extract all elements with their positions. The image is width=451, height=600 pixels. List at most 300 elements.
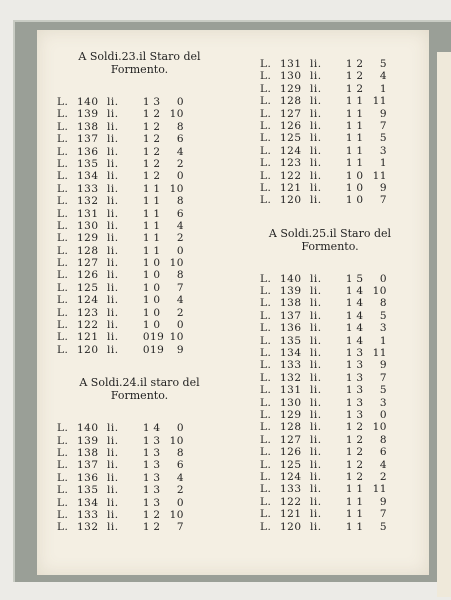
row-lire-value: 1 xyxy=(345,297,353,310)
row-lire: 130 xyxy=(280,70,302,83)
row-soldi-value: 1 xyxy=(356,483,364,496)
row-marker: L. xyxy=(260,396,272,409)
row-lire: 130 xyxy=(280,396,302,409)
row-soldi-value: 3 xyxy=(153,434,161,447)
row-lire-value: 1 xyxy=(345,359,353,372)
table-row xyxy=(260,421,400,433)
row-marker: L. xyxy=(260,181,272,194)
row-marker: L. xyxy=(57,422,69,435)
row-soldi-value: 1 xyxy=(356,107,364,120)
row-marker: L. xyxy=(57,207,69,220)
row-lire-value: 1 xyxy=(345,495,353,508)
row-soldi-value: 0 xyxy=(153,306,161,319)
left-column xyxy=(57,50,222,534)
table-row xyxy=(260,434,400,446)
table-row xyxy=(57,319,222,331)
table-row xyxy=(260,310,400,322)
row-marker: L. xyxy=(57,446,69,459)
row-lire: 127 xyxy=(280,107,302,120)
row-soldi-value: 5 xyxy=(356,272,364,285)
row-denari-value: 8 xyxy=(176,269,184,282)
row-lire: 123 xyxy=(280,157,302,170)
row-marker: L. xyxy=(260,58,272,70)
row-soldi-value: 0 xyxy=(356,181,364,194)
row-lire-value: 1 xyxy=(142,157,150,170)
table-row xyxy=(57,133,222,145)
row-li-label: li. xyxy=(310,107,322,120)
row-denari-value: 8 xyxy=(176,446,184,459)
row-soldi-value: 2 xyxy=(153,521,161,534)
row-lire-value: 1 xyxy=(345,322,353,335)
row-li-label: li. xyxy=(107,207,119,220)
row-soldi-value: 1 xyxy=(153,182,161,195)
row-lire-value: 1 xyxy=(142,257,150,270)
table-row xyxy=(260,297,400,309)
row-marker: L. xyxy=(57,133,69,146)
row-li-label: li. xyxy=(107,434,119,447)
table-row xyxy=(260,273,400,285)
row-soldi-value: 1 xyxy=(356,520,364,533)
row-soldi-value: 2 xyxy=(153,108,161,121)
row-lire-value: 1 xyxy=(345,508,353,521)
row-li-label: li. xyxy=(107,331,119,344)
table-row xyxy=(57,307,222,319)
row-lire-value: 1 xyxy=(142,319,150,332)
row-lire: 135 xyxy=(280,334,302,347)
row-marker: L. xyxy=(57,195,69,208)
row-soldi-value: 3 xyxy=(153,471,161,484)
table-row xyxy=(260,384,400,396)
row-lire: 138 xyxy=(77,120,99,133)
row-li-label: li. xyxy=(107,232,119,245)
row-denari-value: 8 xyxy=(176,195,184,208)
row-li-label: li. xyxy=(107,459,119,472)
row-lire: 125 xyxy=(77,281,99,294)
row-lire: 120 xyxy=(77,343,99,356)
row-denari-value: 4 xyxy=(176,294,184,307)
row-marker: L. xyxy=(57,182,69,195)
row-marker: L. xyxy=(260,272,272,285)
row-lire: 126 xyxy=(280,446,302,459)
row-lire: 125 xyxy=(280,458,302,471)
row-marker: L. xyxy=(260,144,272,157)
row-lire: 133 xyxy=(280,483,302,496)
table-row xyxy=(57,96,222,108)
row-denari-value: 4 xyxy=(176,145,184,158)
table-row xyxy=(57,245,222,257)
row-lire-value: 1 xyxy=(345,144,353,157)
row-soldi-value: 1 xyxy=(153,232,161,245)
row-denari-value: 7 xyxy=(379,194,387,207)
row-lire: 129 xyxy=(77,232,99,245)
row-soldi-value: 2 xyxy=(356,58,364,70)
row-soldi-value: 3 xyxy=(356,408,364,421)
row-denari-value: 11 xyxy=(372,347,387,360)
table-row xyxy=(57,232,222,244)
row-lire: 135 xyxy=(77,157,99,170)
row-li-label: li. xyxy=(107,471,119,484)
row-marker: L. xyxy=(57,331,69,344)
row-li-label: li. xyxy=(310,272,322,285)
row-li-label: li. xyxy=(310,408,322,421)
row-li-label: li. xyxy=(107,157,119,170)
row-lire: 123 xyxy=(77,306,99,319)
row-li-label: li. xyxy=(310,322,322,335)
table-row xyxy=(260,372,400,384)
row-marker: L. xyxy=(57,294,69,307)
row-soldi-value: 3 xyxy=(356,371,364,384)
row-lire-value: 1 xyxy=(345,384,353,397)
row-denari-value: 4 xyxy=(176,219,184,232)
table-row xyxy=(260,95,400,107)
row-soldi-value: 0 xyxy=(153,269,161,282)
row-soldi-value: 1 xyxy=(356,132,364,145)
table-row xyxy=(260,145,400,157)
row-lire-value: 1 xyxy=(142,170,150,183)
row-lire-value: 1 xyxy=(142,484,150,497)
row-marker: L. xyxy=(260,446,272,459)
table-row xyxy=(57,195,222,207)
row-li-label: li. xyxy=(310,70,322,83)
row-denari-value: 0 xyxy=(176,96,184,108)
row-lire: 132 xyxy=(280,371,302,384)
row-soldi-value: 0 xyxy=(356,194,364,207)
row-soldi-value: 0 xyxy=(153,294,161,307)
row-marker: L. xyxy=(57,471,69,484)
row-lire-value: 1 xyxy=(142,434,150,447)
row-lire: 128 xyxy=(280,95,302,108)
section-heading-soldi-24: A Soldi.24.il staro del Formento. xyxy=(79,376,200,403)
row-denari-value: 4 xyxy=(379,70,387,83)
price-table-soldi-25 xyxy=(260,273,400,533)
row-lire-value: 1 xyxy=(345,347,353,360)
row-li-label: li. xyxy=(107,145,119,158)
row-lire: 127 xyxy=(280,433,302,446)
row-denari-value: 2 xyxy=(379,470,387,483)
table-row xyxy=(260,70,400,82)
row-li-label: li. xyxy=(107,219,119,232)
row-marker: L. xyxy=(57,434,69,447)
row-lire: 121 xyxy=(280,181,302,194)
row-marker: L. xyxy=(260,458,272,471)
table-row xyxy=(260,397,400,409)
row-lire: 138 xyxy=(280,297,302,310)
row-li-label: li. xyxy=(310,132,322,145)
row-soldi-value: 2 xyxy=(356,70,364,83)
row-li-label: li. xyxy=(310,95,322,108)
row-li-label: li. xyxy=(310,144,322,157)
row-marker: L. xyxy=(260,470,272,483)
row-denari-value: 11 xyxy=(372,483,387,496)
row-li-label: li. xyxy=(310,421,322,434)
table-row xyxy=(57,269,222,281)
table-row xyxy=(57,121,222,133)
table-row xyxy=(57,484,222,496)
row-marker: L. xyxy=(260,157,272,170)
table-row xyxy=(57,183,222,195)
row-li-label: li. xyxy=(107,195,119,208)
row-li-label: li. xyxy=(310,194,322,207)
row-lire-value: 1 xyxy=(345,421,353,434)
row-lire: 137 xyxy=(280,309,302,322)
table-row xyxy=(57,497,222,509)
row-soldi-value: 2 xyxy=(356,446,364,459)
row-lire: 120 xyxy=(280,194,302,207)
row-denari-value: 10 xyxy=(169,108,184,121)
row-denari-value: 4 xyxy=(176,471,184,484)
row-li-label: li. xyxy=(107,244,119,257)
row-marker: L. xyxy=(260,508,272,521)
row-lire-value: 1 xyxy=(345,157,353,170)
row-lire: 136 xyxy=(77,471,99,484)
row-li-label: li. xyxy=(310,371,322,384)
row-marker: L. xyxy=(57,306,69,319)
row-li-label: li. xyxy=(310,458,322,471)
row-marker: L. xyxy=(260,82,272,95)
row-li-label: li. xyxy=(107,496,119,509)
table-row xyxy=(260,483,400,495)
row-lire-value: 1 xyxy=(142,207,150,220)
row-lire-value: 1 xyxy=(142,120,150,133)
row-lire-value: 1 xyxy=(142,422,150,435)
row-marker: L. xyxy=(260,347,272,360)
row-lire: 128 xyxy=(77,244,99,257)
row-lire: 136 xyxy=(77,145,99,158)
row-lire: 136 xyxy=(280,322,302,335)
row-lire: 139 xyxy=(77,108,99,121)
row-denari-value: 7 xyxy=(176,521,184,534)
row-li-label: li. xyxy=(310,508,322,521)
row-lire: 121 xyxy=(77,331,99,344)
row-marker: L. xyxy=(260,169,272,182)
row-lire-value: 0 xyxy=(142,331,150,344)
row-lire-value: 1 xyxy=(142,294,150,307)
row-lire: 124 xyxy=(77,294,99,307)
row-lire-value: 1 xyxy=(142,96,150,108)
row-lire-value: 1 xyxy=(142,471,150,484)
row-lire: 134 xyxy=(77,496,99,509)
row-lire: 121 xyxy=(280,508,302,521)
row-soldi-value: 4 xyxy=(356,297,364,310)
row-lire-value: 1 xyxy=(345,309,353,322)
row-lire-value: 1 xyxy=(345,371,353,384)
row-lire-value: 1 xyxy=(345,107,353,120)
row-denari-value: 1 xyxy=(379,82,387,95)
row-li-label: li. xyxy=(107,521,119,534)
row-lire-value: 1 xyxy=(345,285,353,298)
row-lire-value: 1 xyxy=(142,145,150,158)
row-marker: L. xyxy=(260,433,272,446)
row-denari-value: 6 xyxy=(379,446,387,459)
row-lire: 126 xyxy=(77,269,99,282)
row-li-label: li. xyxy=(310,285,322,298)
row-soldi-value: 2 xyxy=(356,82,364,95)
row-li-label: li. xyxy=(310,297,322,310)
row-lire: 126 xyxy=(280,119,302,132)
row-li-label: li. xyxy=(310,334,322,347)
table-row xyxy=(57,447,222,459)
row-lire-value: 1 xyxy=(345,194,353,207)
row-lire-value: 1 xyxy=(345,169,353,182)
row-marker: L. xyxy=(260,520,272,533)
row-lire: 137 xyxy=(77,459,99,472)
row-soldi-value: 2 xyxy=(356,470,364,483)
row-lire-value: 1 xyxy=(142,133,150,146)
row-lire: 130 xyxy=(77,219,99,232)
row-denari-value: 10 xyxy=(169,508,184,521)
row-soldi-value: 2 xyxy=(153,157,161,170)
row-marker: L. xyxy=(57,508,69,521)
row-soldi-value: 2 xyxy=(153,170,161,183)
row-li-label: li. xyxy=(310,359,322,372)
row-li-label: li. xyxy=(107,133,119,146)
row-marker: L. xyxy=(57,343,69,356)
row-lire-value: 1 xyxy=(345,82,353,95)
row-marker: L. xyxy=(57,96,69,108)
row-marker: L. xyxy=(260,309,272,322)
table-row xyxy=(260,446,400,458)
row-li-label: li. xyxy=(107,281,119,294)
price-table-soldi-23 xyxy=(57,96,222,356)
row-soldi-value: 1 xyxy=(356,508,364,521)
row-soldi-value: 0 xyxy=(153,319,161,332)
row-denari-value: 1 xyxy=(379,334,387,347)
row-lire: 129 xyxy=(280,408,302,421)
table-row xyxy=(260,496,400,508)
row-soldi-value: 19 xyxy=(150,331,165,344)
row-soldi-value: 3 xyxy=(356,347,364,360)
row-lire-value: 1 xyxy=(345,483,353,496)
row-soldi-value: 3 xyxy=(153,484,161,497)
row-soldi-value: 3 xyxy=(356,359,364,372)
row-denari-value: 7 xyxy=(379,119,387,132)
table-row xyxy=(260,108,400,120)
row-lire: 124 xyxy=(280,470,302,483)
row-denari-value: 2 xyxy=(176,306,184,319)
row-lire-value: 1 xyxy=(142,182,150,195)
row-li-label: li. xyxy=(107,508,119,521)
row-denari-value: 5 xyxy=(379,520,387,533)
row-lire-value: 1 xyxy=(142,244,150,257)
row-marker: L. xyxy=(57,257,69,270)
row-marker: L. xyxy=(57,319,69,332)
table-row xyxy=(57,521,222,533)
table-row xyxy=(260,359,400,371)
row-li-label: li. xyxy=(107,343,119,356)
row-li-label: li. xyxy=(310,181,322,194)
row-lire: 129 xyxy=(280,82,302,95)
table-row xyxy=(260,182,400,194)
row-lire-value: 1 xyxy=(142,508,150,521)
table-row xyxy=(57,208,222,220)
row-soldi-value: 3 xyxy=(153,459,161,472)
row-marker: L. xyxy=(260,384,272,397)
row-marker: L. xyxy=(260,359,272,372)
row-marker: L. xyxy=(260,107,272,120)
row-marker: L. xyxy=(260,119,272,132)
row-denari-value: 9 xyxy=(379,181,387,194)
row-li-label: li. xyxy=(107,108,119,121)
row-denari-value: 1 xyxy=(379,157,387,170)
row-li-label: li. xyxy=(310,82,322,95)
row-soldi-value: 3 xyxy=(153,496,161,509)
row-lire-value: 1 xyxy=(142,306,150,319)
row-denari-value: 0 xyxy=(176,496,184,509)
table-row xyxy=(260,347,400,359)
row-lire: 122 xyxy=(280,495,302,508)
row-lire-value: 1 xyxy=(142,269,150,282)
row-denari-value: 0 xyxy=(176,319,184,332)
row-lire-value: 1 xyxy=(345,470,353,483)
row-lire-value: 0 xyxy=(142,343,150,356)
row-denari-value: 2 xyxy=(176,232,184,245)
row-soldi-value: 3 xyxy=(356,396,364,409)
row-soldi-value: 2 xyxy=(153,133,161,146)
row-denari-value: 11 xyxy=(372,169,387,182)
table-row xyxy=(57,459,222,471)
table-row xyxy=(260,170,400,182)
row-soldi-value: 4 xyxy=(356,285,364,298)
row-denari-value: 6 xyxy=(176,459,184,472)
row-soldi-value: 2 xyxy=(356,421,364,434)
row-soldi-value: 1 xyxy=(153,219,161,232)
row-lire-value: 1 xyxy=(142,219,150,232)
row-lire: 132 xyxy=(77,521,99,534)
row-lire: 122 xyxy=(280,169,302,182)
row-marker: L. xyxy=(260,322,272,335)
row-li-label: li. xyxy=(310,347,322,360)
table-row xyxy=(260,285,400,297)
row-soldi-value: 2 xyxy=(153,120,161,133)
row-lire: 140 xyxy=(280,272,302,285)
row-li-label: li. xyxy=(310,470,322,483)
row-denari-value: 7 xyxy=(379,371,387,384)
table-row xyxy=(57,146,222,158)
row-marker: L. xyxy=(57,120,69,133)
row-soldi-value: 2 xyxy=(356,458,364,471)
table-row xyxy=(57,108,222,120)
row-li-label: li. xyxy=(107,422,119,435)
row-soldi-value: 2 xyxy=(153,508,161,521)
table-row xyxy=(260,157,400,169)
row-denari-value: 2 xyxy=(176,157,184,170)
row-soldi-value: 4 xyxy=(356,334,364,347)
row-lire: 128 xyxy=(280,421,302,434)
section-heading-soldi-25: A Soldi.25.il Staro del Formento. xyxy=(268,226,392,253)
table-row xyxy=(57,170,222,182)
row-denari-value: 0 xyxy=(379,272,387,285)
row-marker: L. xyxy=(260,132,272,145)
row-marker: L. xyxy=(260,334,272,347)
row-li-label: li. xyxy=(107,319,119,332)
row-lire: 120 xyxy=(280,520,302,533)
row-lire: 127 xyxy=(77,257,99,270)
row-li-label: li. xyxy=(310,520,322,533)
row-marker: L. xyxy=(260,483,272,496)
row-marker: L. xyxy=(57,219,69,232)
row-li-label: li. xyxy=(310,384,322,397)
row-marker: L. xyxy=(57,496,69,509)
row-soldi-value: 1 xyxy=(356,157,364,170)
row-li-label: li. xyxy=(107,294,119,307)
row-denari-value: 10 xyxy=(169,331,184,344)
row-lire-value: 1 xyxy=(142,446,150,459)
row-soldi-value: 1 xyxy=(356,495,364,508)
row-denari-value: 0 xyxy=(176,422,184,435)
row-li-label: li. xyxy=(310,157,322,170)
row-soldi-value: 2 xyxy=(153,145,161,158)
row-lire-value: 1 xyxy=(345,446,353,459)
